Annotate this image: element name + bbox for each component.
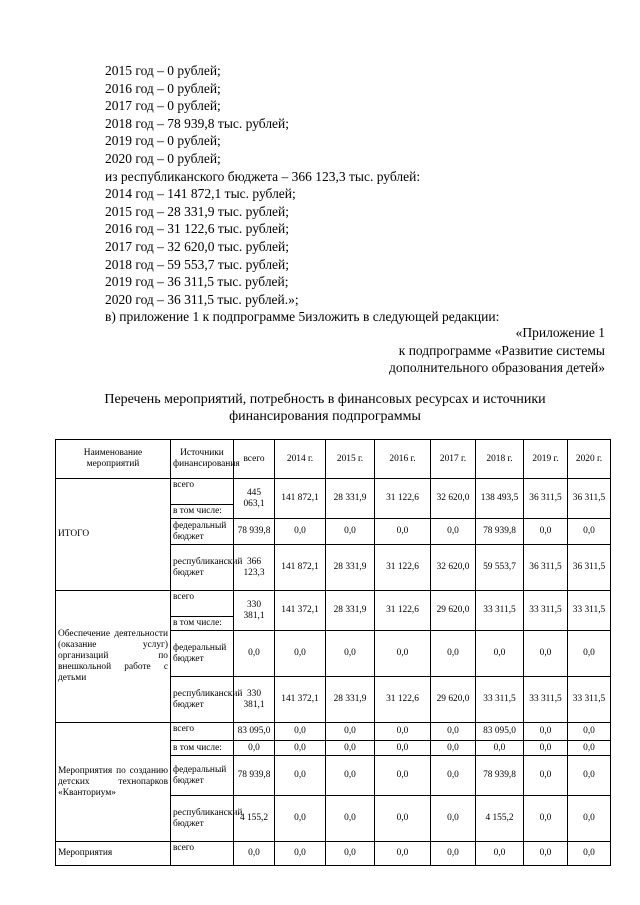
value-cell: 31 122,6 xyxy=(375,677,431,723)
value-cell: 0,0 xyxy=(568,631,611,677)
value-cell: 141 872,1 xyxy=(275,545,326,591)
value-cell: 0,0 xyxy=(431,796,476,842)
value-cell: 78 939,8 xyxy=(476,756,524,796)
budget-line: из республиканского бюджета – 366 123,3 тыс. рублей: xyxy=(105,168,421,184)
table-title xyxy=(40,391,610,425)
budget-line: 2019 год – 36 311,5 тыс. рублей; xyxy=(105,274,289,290)
budget-line: 2015 год – 0 рублей; xyxy=(105,63,221,78)
value-cell: 0,0 xyxy=(375,756,431,796)
value-cell: 0,0 xyxy=(275,631,326,677)
budget-lines xyxy=(105,62,499,326)
value-cell: 330 381,1 xyxy=(234,591,275,631)
value-cell: 32 620,0 xyxy=(431,545,476,591)
value-cell: 366 123,3 xyxy=(234,545,275,591)
funding-source: федеральный бюджет xyxy=(171,631,234,677)
value-cell: 0,0 xyxy=(568,756,611,796)
activity-name: ИТОГО xyxy=(56,479,171,591)
annex-line: к подпрограмме «Развитие системы xyxy=(398,342,605,358)
value-cell: 0,0 xyxy=(275,842,326,866)
value-cell: 0,0 xyxy=(375,519,431,545)
value-cell: 36 311,5 xyxy=(524,545,568,591)
value-cell: 0,0 xyxy=(275,741,326,756)
annex-heading xyxy=(389,324,605,377)
budget-line: 2018 год – 78 939,8 тыс. рублей; xyxy=(105,115,290,131)
value-cell: 0,0 xyxy=(431,519,476,545)
value-cell: 0,0 xyxy=(524,796,568,842)
funding-source: республиканский бюджет xyxy=(171,796,234,842)
budget-line: 2020 год – 36 311,5 тыс. рублей.»; xyxy=(105,291,299,307)
budget-line: 2017 год – 0 рублей; xyxy=(105,98,221,114)
value-cell: 0,0 xyxy=(568,741,611,756)
value-cell: 0,0 xyxy=(375,741,431,756)
funding-source: всего xyxy=(171,842,234,866)
value-cell: 0,0 xyxy=(431,756,476,796)
value-cell: 78 939,8 xyxy=(234,519,275,545)
value-cell: 0,0 xyxy=(524,723,568,741)
value-cell: 0,0 xyxy=(568,796,611,842)
value-cell: 0,0 xyxy=(326,741,375,756)
value-cell: 29 620,0 xyxy=(431,591,476,631)
header-cell: Наименование мероприятий xyxy=(56,440,171,479)
value-cell: 33 311,5 xyxy=(524,591,568,631)
value-cell: 28 331,9 xyxy=(326,545,375,591)
value-cell: 0,0 xyxy=(524,756,568,796)
header-cell: 2014 г. xyxy=(275,440,326,479)
value-cell: 0,0 xyxy=(431,723,476,741)
value-cell: 330 381,1 xyxy=(234,677,275,723)
value-cell: 0,0 xyxy=(326,796,375,842)
value-cell: 4 155,2 xyxy=(234,796,275,842)
value-cell: 0,0 xyxy=(431,741,476,756)
value-cell: 0,0 xyxy=(568,842,611,866)
value-cell: 78 939,8 xyxy=(476,519,524,545)
budget-line: 2020 год – 0 рублей; xyxy=(105,150,221,166)
value-cell: 0,0 xyxy=(524,631,568,677)
value-cell: 31 122,6 xyxy=(375,545,431,591)
budget-line: 2017 год – 32 620,0 тыс. рублей; xyxy=(105,238,290,254)
table-title-line: Перечень мероприятий, потребность в финансовых ресурсах и источники xyxy=(104,392,546,407)
annex-line: «Приложение 1 xyxy=(515,325,605,340)
value-cell: 0,0 xyxy=(476,631,524,677)
value-cell: 83 095,0 xyxy=(234,723,275,741)
value-cell: 36 311,5 xyxy=(568,545,611,591)
value-cell: 0,0 xyxy=(524,519,568,545)
financing-table-body xyxy=(56,440,611,866)
value-cell: 32 620,0 xyxy=(431,479,476,519)
value-cell: 0,0 xyxy=(326,519,375,545)
table-row xyxy=(56,842,611,866)
funding-source: в том числе: xyxy=(171,617,234,631)
activity-name: Мероприятия по созданию детских технопарков «Кванториум» xyxy=(56,723,171,842)
value-cell: 0,0 xyxy=(375,842,431,866)
value-cell: 0,0 xyxy=(431,842,476,866)
value-cell: 28 331,9 xyxy=(326,591,375,631)
value-cell: 141 872,1 xyxy=(275,479,326,519)
value-cell: 78 939,8 xyxy=(234,756,275,796)
value-cell: 0,0 xyxy=(326,723,375,741)
value-cell: 0,0 xyxy=(275,756,326,796)
value-cell: 36 311,5 xyxy=(524,479,568,519)
value-cell: 0,0 xyxy=(524,741,568,756)
table-row xyxy=(56,479,611,505)
funding-source: всего xyxy=(171,591,234,617)
funding-source: республиканский бюджет xyxy=(171,677,234,723)
table-row xyxy=(56,591,611,617)
value-cell: 0,0 xyxy=(476,741,524,756)
value-cell: 0,0 xyxy=(375,631,431,677)
value-cell: 0,0 xyxy=(234,842,275,866)
value-cell: 31 122,6 xyxy=(375,591,431,631)
value-cell: 138 493,5 xyxy=(476,479,524,519)
value-cell: 0,0 xyxy=(568,519,611,545)
value-cell: 0,0 xyxy=(234,741,275,756)
activity-name: Мероприятия xyxy=(56,842,171,866)
value-cell: 0,0 xyxy=(431,631,476,677)
header-cell: 2019 г. xyxy=(524,440,568,479)
table-row xyxy=(56,723,611,741)
value-cell: 33 311,5 xyxy=(524,677,568,723)
budget-line: 2016 год – 0 рублей; xyxy=(105,80,221,96)
header-cell: Источники финансирования xyxy=(171,440,234,479)
value-cell: 0,0 xyxy=(524,842,568,866)
table-title-line: финансирования подпрограммы xyxy=(229,409,421,424)
value-cell: 0,0 xyxy=(326,756,375,796)
value-cell: 0,0 xyxy=(275,796,326,842)
funding-source: всего xyxy=(171,723,234,741)
value-cell: 445 063,1 xyxy=(234,479,275,519)
value-cell: 4 155,2 xyxy=(476,796,524,842)
value-cell: 28 331,9 xyxy=(326,479,375,519)
value-cell: 59 553,7 xyxy=(476,545,524,591)
header-cell: 2016 г. xyxy=(375,440,431,479)
value-cell: 29 620,0 xyxy=(431,677,476,723)
value-cell: 0,0 xyxy=(326,631,375,677)
value-cell: 83 095,0 xyxy=(476,723,524,741)
budget-line: 2014 год – 141 872,1 тыс. рублей; xyxy=(105,186,296,202)
budget-line: 2018 год – 59 553,7 тыс. рублей; xyxy=(105,256,290,272)
value-cell: 0,0 xyxy=(234,631,275,677)
value-cell: 31 122,6 xyxy=(375,479,431,519)
budget-line: 2015 год – 28 331,9 тыс. рублей; xyxy=(105,203,290,219)
financing-table xyxy=(55,439,611,866)
funding-source: федеральный бюджет xyxy=(171,756,234,796)
header-row xyxy=(56,440,611,479)
funding-source: всего xyxy=(171,479,234,505)
value-cell: 0,0 xyxy=(275,723,326,741)
value-cell: 0,0 xyxy=(275,519,326,545)
value-cell: 28 331,9 xyxy=(326,677,375,723)
header-cell: 2017 г. xyxy=(431,440,476,479)
funding-source: федеральный бюджет xyxy=(171,519,234,545)
header-cell: 2015 г. xyxy=(326,440,375,479)
value-cell: 36 311,5 xyxy=(568,479,611,519)
value-cell: 141 372,1 xyxy=(275,677,326,723)
value-cell: 33 311,5 xyxy=(476,677,524,723)
value-cell: 0,0 xyxy=(375,723,431,741)
value-cell: 0,0 xyxy=(476,842,524,866)
header-cell: всего xyxy=(234,440,275,479)
value-cell: 33 311,5 xyxy=(476,591,524,631)
value-cell: 0,0 xyxy=(326,842,375,866)
annex-line: дополнительного образования детей» xyxy=(389,360,605,376)
budget-line: в) приложение 1 к подпрограмме 5изложить в следующей редакции: xyxy=(105,309,500,325)
header-cell: 2018 г. xyxy=(476,440,524,479)
budget-line: 2019 год – 0 рублей; xyxy=(105,133,221,149)
value-cell: 0,0 xyxy=(568,723,611,741)
funding-source: в том числе: xyxy=(171,505,234,519)
value-cell: 33 311,5 xyxy=(568,591,611,631)
activity-name: Обеспечение деятельности (оказание услуг) организаций по внешкольной работе с детьми xyxy=(56,591,171,723)
value-cell: 0,0 xyxy=(375,796,431,842)
budget-line: 2016 год – 31 122,6 тыс. рублей; xyxy=(105,221,290,237)
funding-source: республиканский бюджет xyxy=(171,545,234,591)
value-cell: 141 372,1 xyxy=(275,591,326,631)
header-cell: 2020 г. xyxy=(568,440,611,479)
value-cell: 33 311,5 xyxy=(568,677,611,723)
funding-source: в том числе: xyxy=(171,741,234,756)
